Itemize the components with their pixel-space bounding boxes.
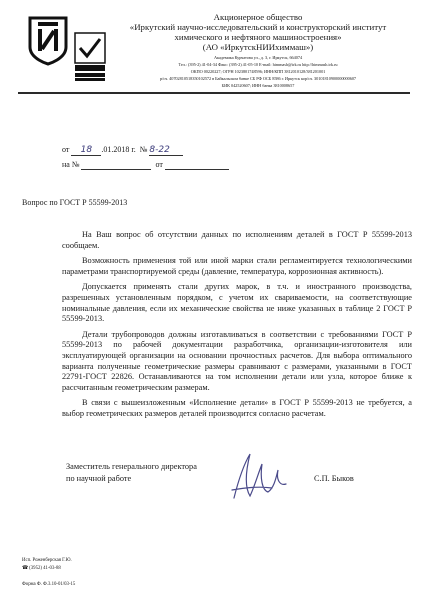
date-rest: .01.2018 г. (101, 145, 136, 154)
reply-from-label: от (155, 160, 163, 169)
letter-body (62, 230, 412, 420)
reply-label: на № (62, 160, 80, 169)
executor-phone: ☎ (3952) 41-03-88 (22, 566, 61, 571)
body-paragraph-3: Допускается применять стали других марок, в т.ч. и иностранного производства, разрешенных установленным порядком, с учетом их свариваемости, на соответствующие номинальные давления, если их механические свойства не ниже указанных в таблице 2 ГОСТ Р 55599-2013. (62, 282, 412, 324)
incoming-reference (62, 160, 229, 170)
date-label: от (62, 145, 70, 154)
certification-mark (74, 32, 106, 82)
org-contacts: Тел.: (395-2) 41-04-34 Факс: (395-2) 41-05-10 E-mail: himmash@irk.ru http://himmash.irk.ru (178, 62, 338, 67)
date-day: 18 (80, 145, 93, 155)
number-label: № (139, 145, 148, 154)
org-name-line1: «Иркутский научно-исследовательский и конструкторский институт (129, 22, 387, 32)
org-bank-account: р/сч. 40702810518350102572 в Байкальском банке СБ РФ ОСБ 8586 г. Иркутск кор/сч. 30101810900000000607 (159, 76, 357, 81)
form-code: Форма Ф. Ф.3.10-01/03-15 (22, 582, 76, 587)
handwritten-signature (224, 448, 294, 504)
number-value: 8-22 (149, 145, 170, 155)
body-paragraph-5: В связи с вышеизложенным «Исполнение детали» в ГОСТ Р 55599-2013 не требуется, а выбор геометрических размеров деталей производится согласно расчетам. (62, 398, 412, 418)
signatory-position-line2: по научной работе (66, 474, 132, 483)
body-paragraph-2: Возможность применения той или иной марки стали регламентируется технологическими параметрами транспортируемой среды (давление, температура, коррозионная активность). (62, 256, 412, 276)
subject-line: Вопрос по ГОСТ Р 55599-2013 (22, 198, 128, 207)
org-bank-details: БИК 042520607; ИНН банка 3810008657 (221, 83, 295, 88)
company-logo (27, 14, 69, 66)
signatory-name: С.П. Быков (314, 474, 354, 483)
executor: Исп. Роженберская Г.Ю. (22, 558, 72, 563)
org-codes: ОКПО 00220227; ОГРН 1023801748596; ИНН/КПП 3812010128/381201001 (190, 69, 326, 74)
org-name-line2: химического и нефтяного машиностроения» (174, 32, 342, 42)
org-type: Акционерное общество (213, 12, 303, 22)
signatory-position-line1: Заместитель генерального директора (66, 462, 197, 471)
outgoing-reference (62, 145, 183, 156)
org-address: Академика Курчатова ул., д. 3, г. Иркутск, 664074 (213, 55, 303, 60)
header-rule (18, 92, 410, 94)
org-short-name: (АО «ИркутскНИИхиммаш») (202, 42, 314, 52)
body-paragraph-1: На Ваш вопрос об отсутствии данных по исполнениям деталей в ГОСТ Р 55599-2013 сообщаем. (62, 230, 412, 250)
body-paragraph-4: Детали трубопроводов должны изготавливаться в соответствии с требованиями ГОСТ Р 55599-2013 по рабочей документации разработчика, организации-изготовителя или эксплуатирующей организации на основании прочностных расчетов. Для выбора оптимального варианта полученные геометрические размеры сравнивают с размерами, указанными в ГОСТ 22791-ГОСТ 22826. Останавливаются на том исполнении детали или узла, которое ближе к рассчитанным геометрическим размерам. (62, 329, 412, 392)
